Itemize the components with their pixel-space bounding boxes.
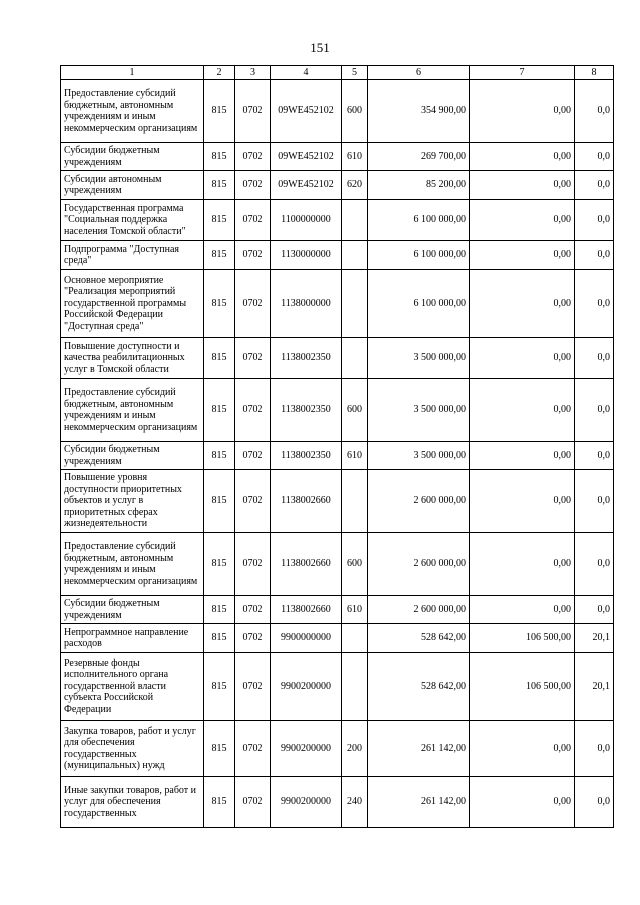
cell-target-code: 9900200000 [271,777,342,828]
cell-chapter: 815 [204,721,235,777]
cell-actual: 0,00 [470,80,575,143]
row-name: Предоставление субсидий бюджетным, автономным учреждениям и иным некоммерческим организациям [61,80,204,143]
table-row [61,624,614,653]
cell-chapter: 815 [204,596,235,624]
cell-percent: 20,1 [575,653,614,721]
cell-percent: 0,0 [575,596,614,624]
cell-percent: 0,0 [575,270,614,338]
cell-chapter: 815 [204,171,235,200]
table-row [61,270,614,338]
table-row [61,80,614,143]
cell-section: 0702 [235,80,271,143]
cell-target-code: 1138002660 [271,596,342,624]
row-name: Предоставление субсидий бюджетным, автономным учреждениям и иным некоммерческим организациям [61,379,204,442]
cell-target-code: 1138002350 [271,338,342,379]
table-row [61,777,614,828]
cell-plan: 6 100 000,00 [368,241,470,270]
cell-plan: 6 100 000,00 [368,200,470,241]
row-name: Непрограммное направление расходов [61,624,204,653]
cell-target-code: 1138002350 [271,442,342,470]
cell-chapter: 815 [204,270,235,338]
row-name: Субсидии бюджетным учреждениям [61,143,204,171]
cell-percent: 0,0 [575,721,614,777]
cell-expense-type: 610 [342,442,368,470]
cell-percent: 0,0 [575,533,614,596]
column-header: 6 [368,66,470,80]
cell-expense-type [342,470,368,533]
cell-chapter: 815 [204,338,235,379]
cell-actual: 0,00 [470,338,575,379]
column-header: 3 [235,66,271,80]
cell-target-code: 9900200000 [271,653,342,721]
cell-chapter: 815 [204,241,235,270]
cell-plan: 2 600 000,00 [368,470,470,533]
cell-section: 0702 [235,200,271,241]
cell-actual: 0,00 [470,143,575,171]
cell-target-code: 1130000000 [271,241,342,270]
cell-plan: 85 200,00 [368,171,470,200]
cell-percent: 0,0 [575,241,614,270]
cell-target-code: 09WE452102 [271,80,342,143]
cell-chapter: 815 [204,470,235,533]
table-row [61,653,614,721]
cell-plan: 2 600 000,00 [368,533,470,596]
table-row [61,379,614,442]
cell-target-code: 1138000000 [271,270,342,338]
cell-chapter: 815 [204,379,235,442]
table-row [61,241,614,270]
cell-target-code: 1100000000 [271,200,342,241]
row-name: Субсидии бюджетным учреждениям [61,442,204,470]
cell-expense-type [342,624,368,653]
table-row [61,596,614,624]
page-number: 151 [310,40,330,55]
cell-expense-type: 240 [342,777,368,828]
cell-section: 0702 [235,533,271,596]
cell-expense-type [342,338,368,379]
cell-actual: 0,00 [470,533,575,596]
cell-expense-type: 610 [342,596,368,624]
cell-percent: 0,0 [575,80,614,143]
table-row [61,721,614,777]
cell-expense-type: 620 [342,171,368,200]
cell-plan: 354 900,00 [368,80,470,143]
cell-actual: 0,00 [470,596,575,624]
table-row [61,200,614,241]
cell-chapter: 815 [204,624,235,653]
column-header: 4 [271,66,342,80]
cell-percent: 0,0 [575,442,614,470]
cell-section: 0702 [235,171,271,200]
cell-section: 0702 [235,470,271,533]
cell-plan: 528 642,00 [368,624,470,653]
column-header: 5 [342,66,368,80]
budget-table [60,65,614,828]
table-row [61,171,614,200]
cell-section: 0702 [235,596,271,624]
column-header: 8 [575,66,614,80]
row-name: Закупка товаров, работ и услуг для обеспечения государственных (муниципальных) нужд [61,721,204,777]
row-name: Субсидии бюджетным учреждениям [61,596,204,624]
cell-target-code: 1138002350 [271,379,342,442]
cell-plan: 261 142,00 [368,777,470,828]
cell-actual: 0,00 [470,200,575,241]
cell-expense-type: 610 [342,143,368,171]
cell-chapter: 815 [204,143,235,171]
cell-section: 0702 [235,721,271,777]
row-name: Подпрограмма "Доступная среда" [61,241,204,270]
cell-plan: 528 642,00 [368,653,470,721]
table-row [61,442,614,470]
cell-plan: 3 500 000,00 [368,338,470,379]
cell-chapter: 815 [204,533,235,596]
cell-section: 0702 [235,270,271,338]
cell-expense-type [342,270,368,338]
cell-expense-type: 600 [342,379,368,442]
cell-chapter: 815 [204,653,235,721]
cell-plan: 269 700,00 [368,143,470,171]
cell-actual: 0,00 [470,777,575,828]
row-name: Повышение уровня доступности приоритетных объектов и услуг в приоритетных сферах жизнедеятельности [61,470,204,533]
cell-target-code: 1138002660 [271,470,342,533]
cell-section: 0702 [235,241,271,270]
cell-actual: 0,00 [470,171,575,200]
cell-expense-type [342,200,368,241]
cell-section: 0702 [235,379,271,442]
cell-percent: 0,0 [575,470,614,533]
cell-target-code: 09WE452102 [271,171,342,200]
table-row [61,338,614,379]
cell-expense-type [342,653,368,721]
cell-chapter: 815 [204,442,235,470]
cell-percent: 20,1 [575,624,614,653]
row-name: Повышение доступности и качества реабилитационных услуг в Томской области [61,338,204,379]
cell-chapter: 815 [204,777,235,828]
row-name: Иные закупки товаров, работ и услуг для обеспечения государственных [61,777,204,828]
row-name: Резервные фонды исполнительного органа государственной власти субъекта Российской Федерации [61,653,204,721]
cell-plan: 3 500 000,00 [368,442,470,470]
row-name: Предоставление субсидий бюджетным, автономным учреждениям и иным некоммерческим организациям [61,533,204,596]
row-name: Государственная программа "Социальная поддержка населения Томской области" [61,200,204,241]
cell-section: 0702 [235,624,271,653]
cell-plan: 3 500 000,00 [368,379,470,442]
cell-target-code: 09WE452102 [271,143,342,171]
cell-section: 0702 [235,442,271,470]
cell-percent: 0,0 [575,143,614,171]
cell-actual: 106 500,00 [470,624,575,653]
cell-section: 0702 [235,777,271,828]
cell-actual: 0,00 [470,442,575,470]
row-name: Основное мероприятие "Реализация мероприятий государственной программы Российской Федерации "Доступная среда" [61,270,204,338]
cell-actual: 0,00 [470,241,575,270]
cell-percent: 0,0 [575,200,614,241]
cell-percent: 0,0 [575,171,614,200]
cell-actual: 0,00 [470,470,575,533]
cell-section: 0702 [235,143,271,171]
cell-section: 0702 [235,338,271,379]
cell-percent: 0,0 [575,379,614,442]
cell-chapter: 815 [204,80,235,143]
header-row [61,66,614,80]
cell-chapter: 815 [204,200,235,241]
cell-target-code: 9900000000 [271,624,342,653]
row-name: Субсидии автономным учреждениям [61,171,204,200]
column-header: 2 [204,66,235,80]
cell-expense-type: 200 [342,721,368,777]
table-row [61,533,614,596]
cell-plan: 6 100 000,00 [368,270,470,338]
cell-actual: 0,00 [470,270,575,338]
cell-actual: 106 500,00 [470,653,575,721]
cell-section: 0702 [235,653,271,721]
cell-percent: 0,0 [575,777,614,828]
cell-plan: 261 142,00 [368,721,470,777]
cell-plan: 2 600 000,00 [368,596,470,624]
cell-expense-type: 600 [342,80,368,143]
cell-target-code: 9900200000 [271,721,342,777]
cell-expense-type [342,241,368,270]
column-header: 1 [61,66,204,80]
cell-percent: 0,0 [575,338,614,379]
cell-target-code: 1138002660 [271,533,342,596]
cell-actual: 0,00 [470,379,575,442]
column-header: 7 [470,66,575,80]
cell-expense-type: 600 [342,533,368,596]
cell-actual: 0,00 [470,721,575,777]
table-row [61,143,614,171]
table-row [61,470,614,533]
